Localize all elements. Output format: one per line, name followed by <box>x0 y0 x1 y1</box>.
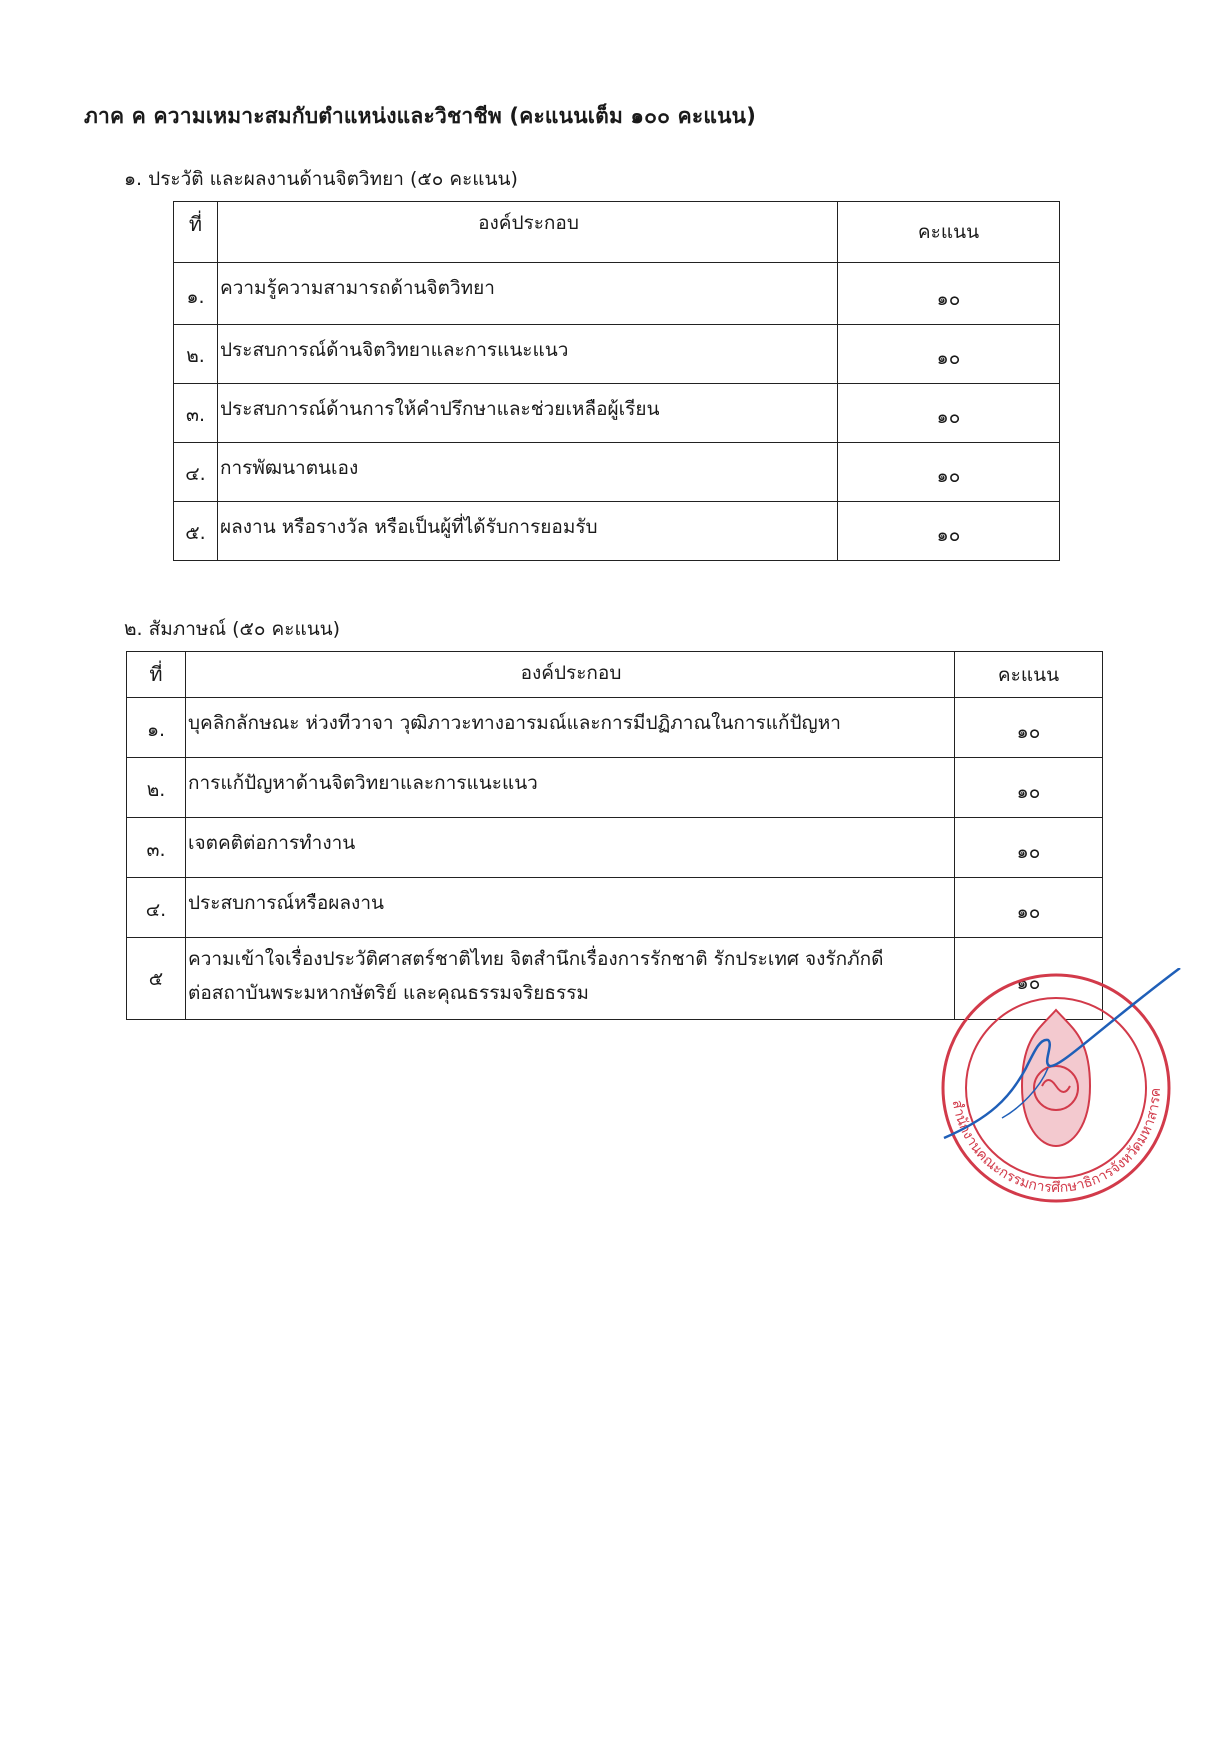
row-score: ๑๐ <box>955 698 1103 758</box>
seal-icon <box>930 968 1182 1208</box>
row-item: ประสบการณ์ด้านจิตวิทยาและการแนะแนว <box>218 325 838 384</box>
row-no: ๔. <box>127 878 186 938</box>
row-no: ๓. <box>174 384 218 443</box>
header-no: ที่ <box>127 652 186 698</box>
row-score: ๑๐ <box>838 384 1060 443</box>
row-no: ๑. <box>127 698 186 758</box>
row-item <box>186 938 955 1020</box>
row-item: ผลงาน หรือรางวัล หรือเป็นผู้ที่ได้รับการยอมรับ <box>218 502 838 561</box>
row-no: ๒. <box>174 325 218 384</box>
row-item: บุคลิกลักษณะ ห่วงทีวาจา วุฒิภาวะทางอารมณ์และการมีปฏิภาณในการแก้ปัญหา <box>186 698 955 758</box>
section2-title: ๒. สัมภาษณ์ (๕๐ คะแนน) <box>124 618 341 640</box>
section1-table <box>173 201 1060 561</box>
row-score: ๑๐ <box>838 325 1060 384</box>
row-item: ความรู้ความสามารถด้านจิตวิทยา <box>218 263 838 325</box>
table-row <box>127 818 1103 878</box>
table-row <box>174 325 1060 384</box>
row-item: การพัฒนาตนเอง <box>218 443 838 502</box>
table-row <box>127 878 1103 938</box>
section2-table <box>126 651 1103 1020</box>
table-row <box>127 698 1103 758</box>
official-seal <box>930 968 1182 1208</box>
row-score: ๑๐ <box>955 818 1103 878</box>
header-score: คะแนน <box>955 652 1103 698</box>
seal-text: สำนักงานคณะกรรมการศึกษาธิการจังหวัดมหาสารค <box>948 1087 1165 1197</box>
row-item: เจตคติต่อการทำงาน <box>186 818 955 878</box>
table-row <box>127 758 1103 818</box>
row-item: ประสบการณ์หรือผลงาน <box>186 878 955 938</box>
row-score: ๑๐ <box>838 443 1060 502</box>
page-heading: ภาค ค ความเหมาะสมกับตำแหน่งและวิชาชีพ (คะแนนเต็ม ๑๐๐ คะแนน) <box>84 104 756 128</box>
row-no: ๔. <box>174 443 218 502</box>
row-item: การแก้ปัญหาด้านจิตวิทยาและการแนะแนว <box>186 758 955 818</box>
section1-title: ๑. ประวัติ และผลงานด้านจิตวิทยา (๕๐ คะแนน) <box>124 168 518 190</box>
row-no: ๓. <box>127 818 186 878</box>
row-item-line1: ความเข้าใจเรื่องประวัติศาสตร์ชาติไทย จิตสำนึกเรื่องการรักชาติ รักประเทศ จงรักภักดี <box>188 948 884 970</box>
table-row <box>174 263 1060 325</box>
table-row <box>174 384 1060 443</box>
row-no: ๑. <box>174 263 218 325</box>
row-score: ๑๐ <box>838 263 1060 325</box>
row-no: ๕ <box>127 938 186 1020</box>
header-no: ที่ <box>174 202 218 263</box>
row-score: ๑๐ <box>955 938 1103 1020</box>
row-no: ๕. <box>174 502 218 561</box>
table-header <box>127 652 1103 698</box>
row-item: ประสบการณ์ด้านการให้คำปรึกษาและช่วยเหลือผู้เรียน <box>218 384 838 443</box>
table-header <box>174 202 1060 263</box>
table-row <box>174 502 1060 561</box>
row-no: ๒. <box>127 758 186 818</box>
row-score: ๑๐ <box>955 758 1103 818</box>
header-score: คะแนน <box>838 202 1060 263</box>
table-row <box>174 443 1060 502</box>
row-score: ๑๐ <box>838 502 1060 561</box>
header-item: องค์ประกอบ <box>218 202 838 263</box>
row-score: ๑๐ <box>955 878 1103 938</box>
header-item: องค์ประกอบ <box>186 652 955 698</box>
row-item-line2: ต่อสถาบันพระมหากษัตริย์ และคุณธรรมจริยธรรม <box>188 982 589 1004</box>
